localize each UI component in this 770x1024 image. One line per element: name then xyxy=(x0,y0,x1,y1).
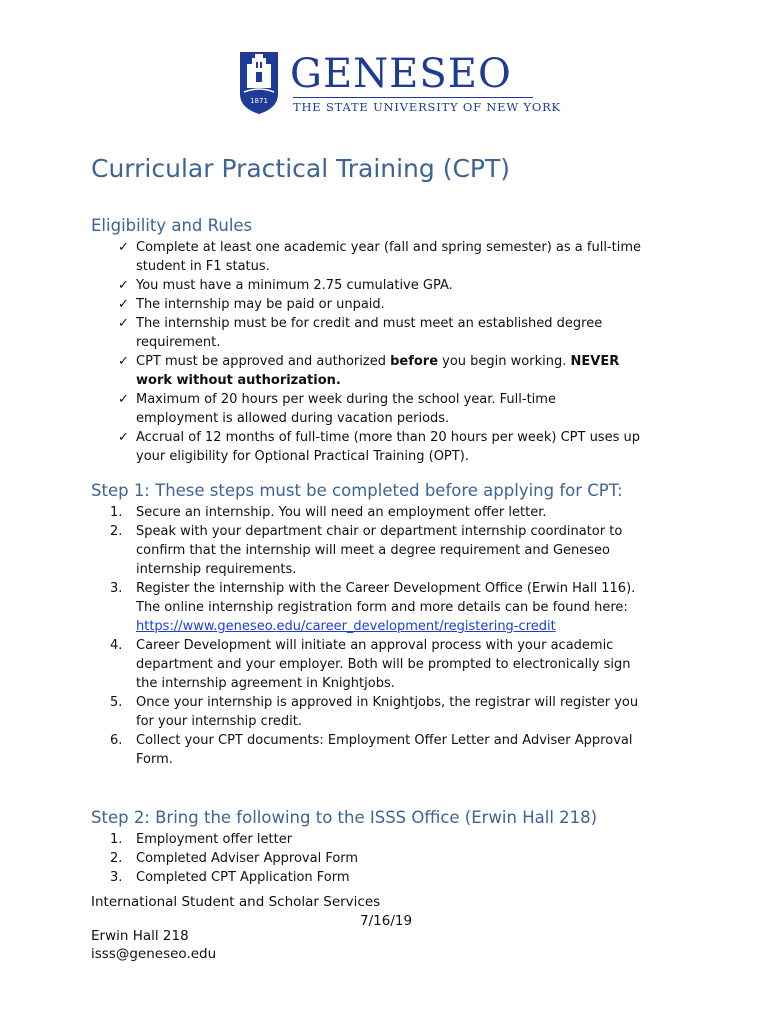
list-item: ✓ Complete at least one academic year (fall and spring semester) as a full-time student in F1 status. xyxy=(118,240,641,274)
list-item: ✓ CPT must be approved and authorized before you begin working. NEVER work without authorization. xyxy=(118,354,620,388)
step1-heading: Step 1: These steps must be completed before applying for CPT: xyxy=(91,481,623,500)
geneseo-logo xyxy=(238,50,561,120)
footer-email: isss@geneseo.edu xyxy=(91,946,217,962)
registering-credit-link[interactable]: https://www.geneseo.edu/career_development/registering-credit xyxy=(136,619,556,634)
list-item: 2. Speak with your department chair or department internship coordinator to confirm that the internship will meet a degree requirement and Geneseo internship requirements. xyxy=(110,524,623,577)
list-item: 4. Career Development will initiate an approval process with your academic department and your employer. Both will be prompted to electronically sign the internship agreement in Knightjobs. xyxy=(110,638,631,691)
list-item: 1. Secure an internship. You will need an employment offer letter. xyxy=(110,505,547,520)
list-item: 1. Employment offer letter xyxy=(110,832,293,847)
checkmark-icon: ✓ xyxy=(118,354,129,369)
checkmark-icon: ✓ xyxy=(118,240,129,255)
list-item: ✓ Maximum of 20 hours per week during the school year. Full-time employment is allowed during vacation periods. xyxy=(118,392,556,426)
footer-date: 7/16/19 xyxy=(360,913,413,929)
checkmark-icon: ✓ xyxy=(118,430,129,445)
logo-wordmark: GENESEO xyxy=(290,51,512,97)
page-title: Curricular Practical Training (CPT) xyxy=(91,154,511,183)
step2-heading: Step 2: Bring the following to the ISSS Office (Erwin Hall 218) xyxy=(91,808,598,827)
step1-list xyxy=(0,503,680,769)
list-item: 5. Once your internship is approved in Knightjobs, the registrar will register you for your internship credit. xyxy=(110,695,639,729)
list-item: 2. Completed Adviser Approval Form xyxy=(110,851,359,866)
list-item: 6. Collect your CPT documents: Employment Offer Letter and Adviser Approval Form. xyxy=(110,733,633,767)
checkmark-icon: ✓ xyxy=(118,316,129,331)
step2-list xyxy=(0,830,680,887)
list-item: 3. Register the internship with the Career Development Office (Erwin Hall 116). The online internship registration form and more details can be found here: https://www.geneseo.edu/career_development/registering-credit xyxy=(110,581,636,634)
checkmark-icon: ✓ xyxy=(118,297,129,312)
list-item: ✓ The internship may be paid or unpaid. xyxy=(118,297,385,312)
footer-office: International Student and Scholar Services xyxy=(91,894,381,910)
logo-year: 1871 xyxy=(250,97,268,105)
list-item: ✓ The internship must be for credit and must meet an established degree requirement. xyxy=(118,316,603,350)
checkmark-icon: ✓ xyxy=(118,278,129,293)
checkmark-icon: ✓ xyxy=(118,392,129,407)
logo-tagline: THE STATE UNIVERSITY OF NEW YORK xyxy=(293,100,561,114)
eligibility-list xyxy=(0,238,680,466)
tower-shield-icon xyxy=(238,50,280,116)
eligibility-heading: Eligibility and Rules xyxy=(91,216,253,235)
list-item: 3. Completed CPT Application Form xyxy=(110,870,350,885)
logo-rule xyxy=(293,97,533,98)
footer-location: Erwin Hall 218 xyxy=(91,928,189,944)
list-item: ✓ Accrual of 12 months of full-time (more than 20 hours per week) CPT uses up your eligibility for Optional Practical Training (OPT). xyxy=(118,430,640,464)
list-item: ✓ You must have a minimum 2.75 cumulative GPA. xyxy=(118,278,453,293)
